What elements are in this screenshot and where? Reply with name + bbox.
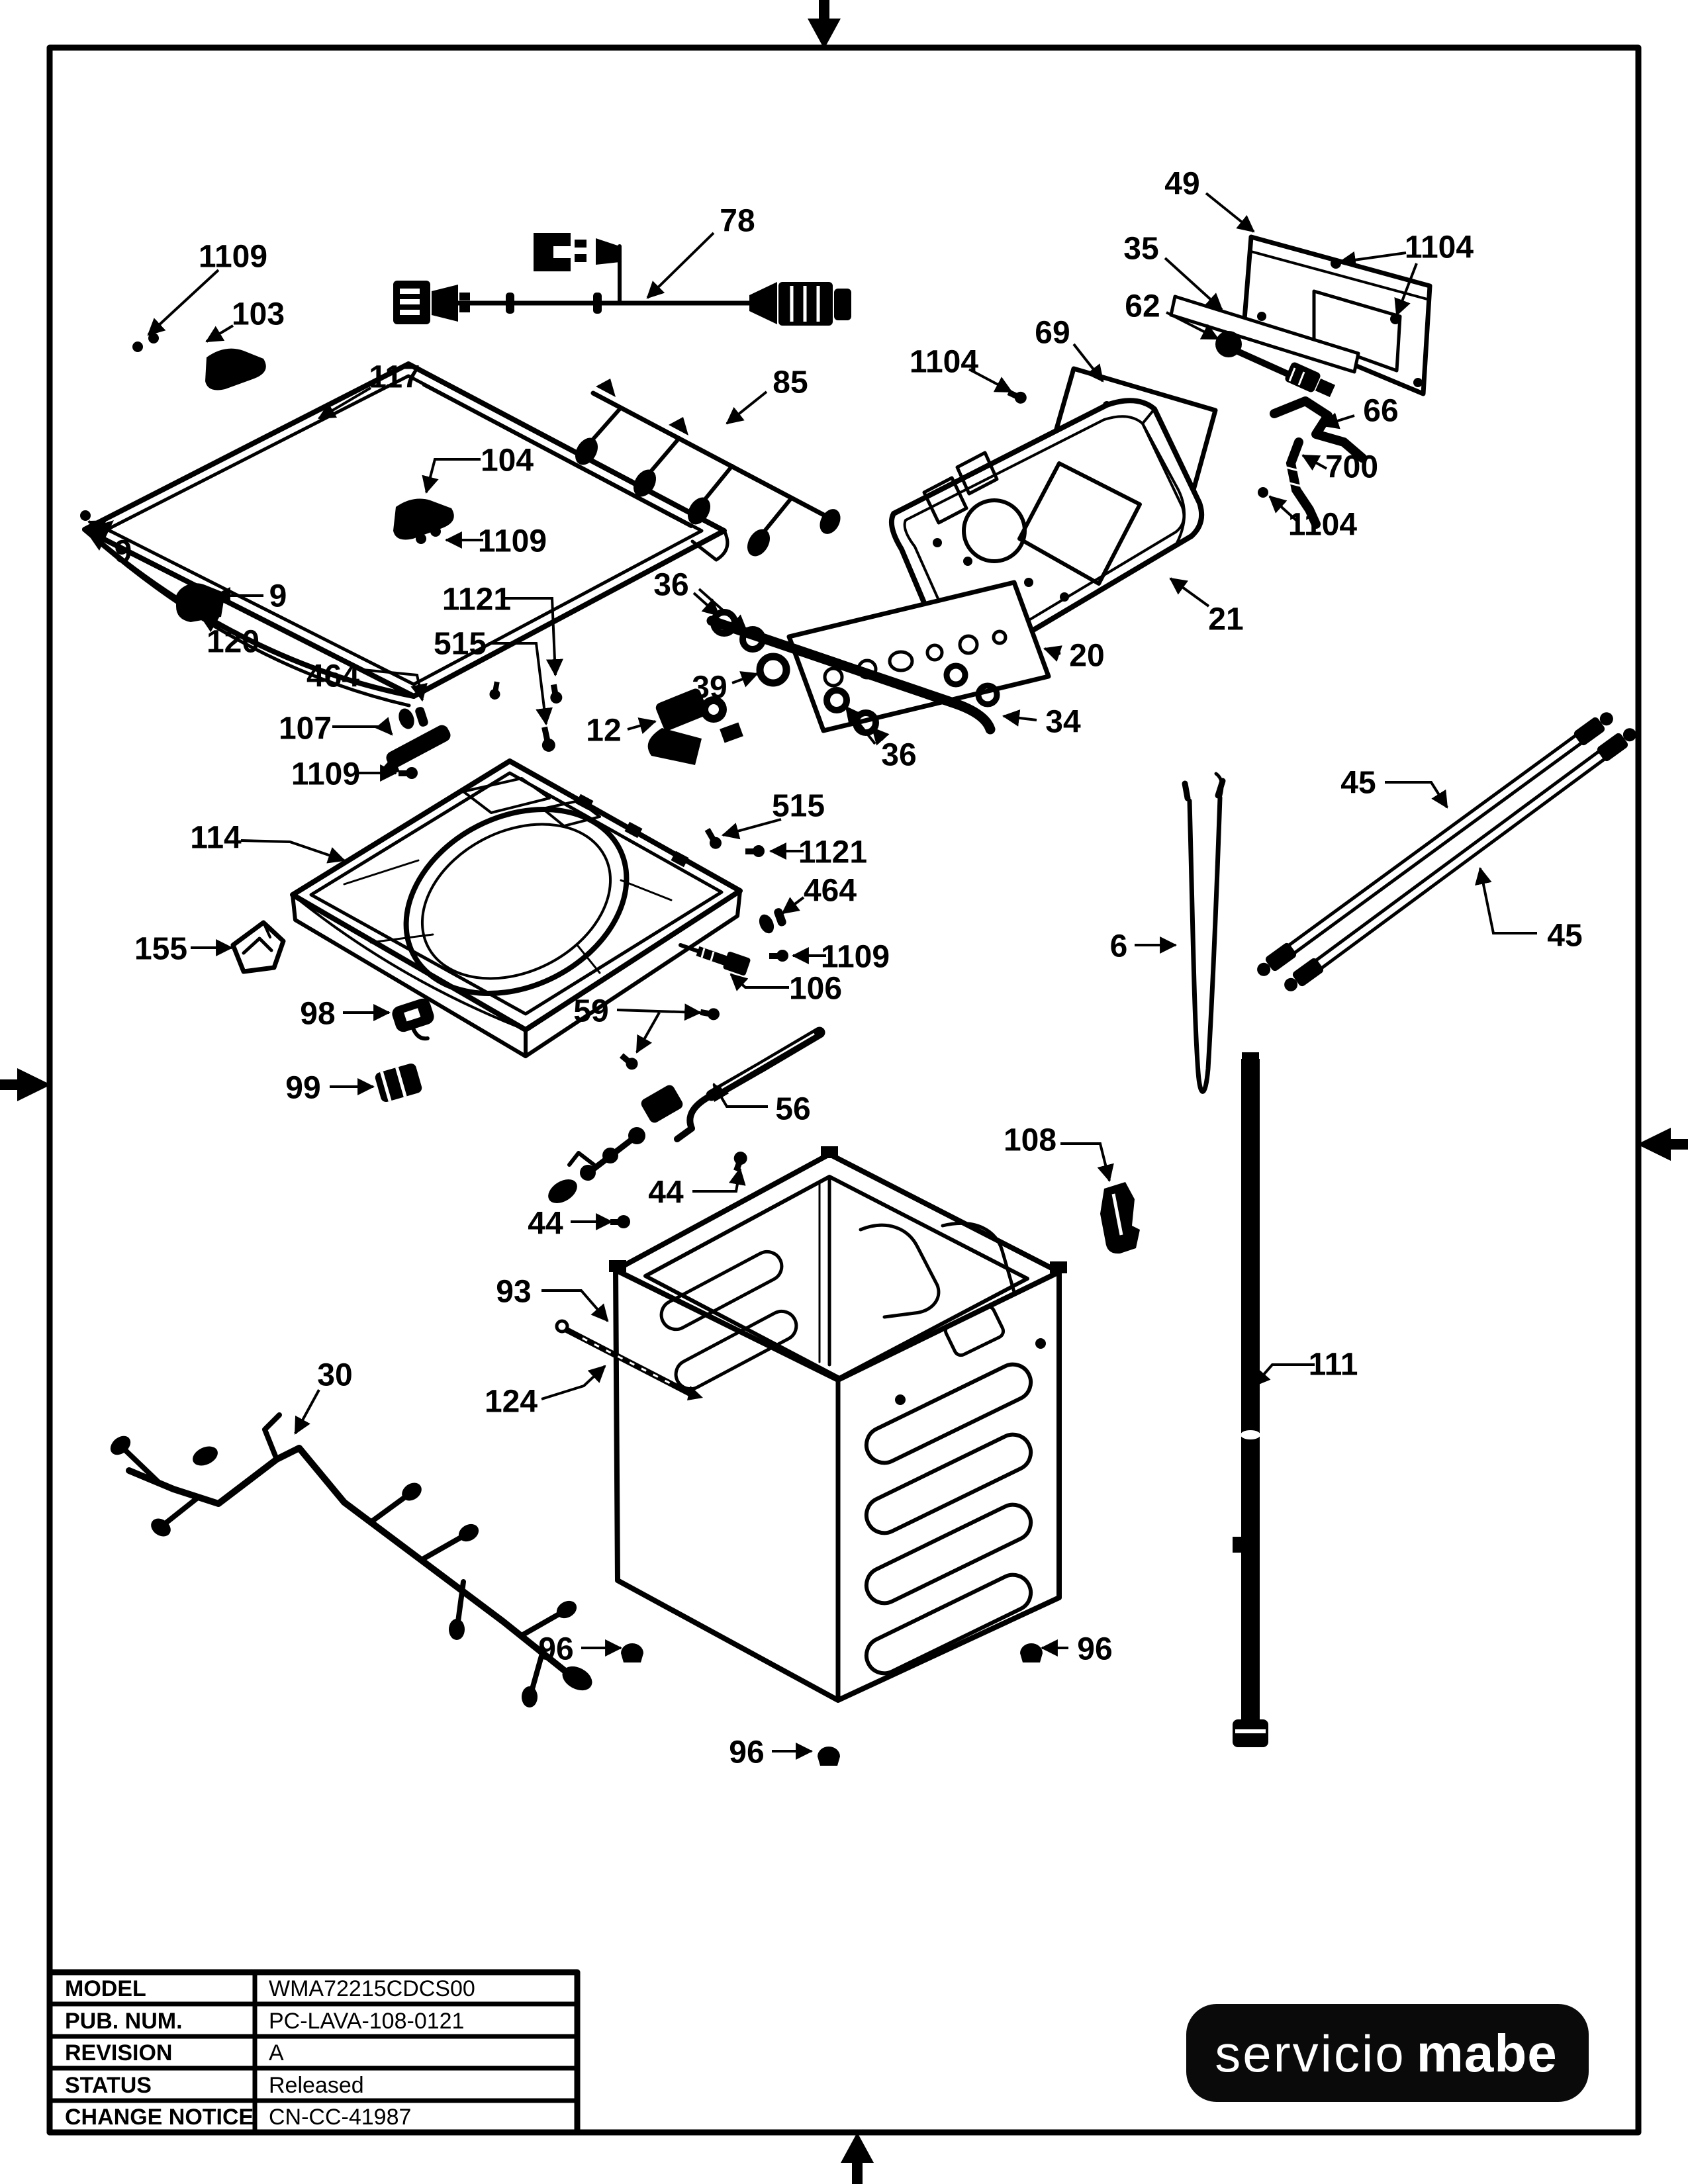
title-block-label-status: STATUS [65, 2073, 152, 2098]
diagram-shape [400, 289, 420, 294]
part-label-96-46: 96 [1077, 1631, 1113, 1667]
title-block-label-pubnum: PUB. NUM. [65, 2009, 183, 2034]
diagram-shape [1413, 378, 1423, 387]
diagram-shape [852, 2160, 863, 2184]
part-label-44-38: 44 [648, 1175, 684, 1210]
screw-1104-a2 [1390, 314, 1401, 324]
part-label-106-36: 106 [788, 971, 843, 1007]
part-label-98-33: 98 [300, 996, 336, 1032]
logo-text [1215, 2024, 1557, 2083]
diagram-shape [416, 533, 426, 544]
diagram-shape [617, 1215, 630, 1228]
part-label-464-53: 464 [803, 873, 857, 909]
diagram-shape [753, 845, 765, 857]
part-label-39-23: 39 [692, 670, 727, 705]
part-label-62-13: 62 [1125, 289, 1160, 324]
diagram-shape [506, 293, 514, 314]
part-label-20-20: 20 [1069, 638, 1105, 674]
part-label-93-41: 93 [496, 1274, 532, 1310]
screw-9-a [80, 510, 91, 521]
diagram-shape [1060, 592, 1069, 602]
diagram-shape [708, 704, 719, 715]
part-label-1121-26: 1121 [442, 582, 512, 617]
diagram-shape [609, 1260, 626, 1272]
diagram-shape [459, 293, 470, 300]
screw-1104-a1 [1331, 258, 1341, 269]
diagram-shape [1050, 1261, 1067, 1273]
part-label-117-2: 117 [369, 359, 420, 395]
diagram-shape [1241, 1430, 1260, 1439]
diagram-shape [400, 310, 420, 315]
part-label-464-28: 464 [306, 659, 360, 694]
part-label-515-27: 515 [433, 626, 487, 662]
diagram-shape [1242, 1052, 1259, 1062]
part-label-45-50: 45 [1547, 918, 1583, 954]
part-label-1109-54: 1109 [820, 939, 890, 975]
part-label-96-45: 96 [538, 1631, 574, 1667]
part-label-6-48: 6 [1109, 929, 1128, 964]
part-label-66-16: 66 [1363, 393, 1399, 429]
part-label-108-40: 108 [1003, 1122, 1057, 1158]
part-label-700-17: 700 [1325, 449, 1379, 485]
diagram-shape [818, 1747, 840, 1766]
part-label-1109-30: 1109 [291, 756, 361, 792]
screw-1104-c [1258, 487, 1268, 498]
part-label-124-42: 124 [484, 1384, 538, 1420]
diagram-shape [580, 1165, 596, 1181]
diagram-shape [1185, 784, 1188, 798]
title-block-label-revision: REVISION [65, 2040, 173, 2066]
diagram-shape [621, 1643, 643, 1662]
part-label-1104-18: 1104 [1288, 507, 1358, 543]
part-label-1121-52: 1121 [798, 835, 868, 870]
diagram-shape [593, 293, 602, 314]
diagram-shape [1035, 1338, 1046, 1349]
part-label-36-22: 36 [653, 567, 689, 603]
part-label-515-51: 515 [771, 788, 825, 824]
part-label-49-10: 49 [1164, 166, 1200, 202]
diagram-shape [1024, 578, 1033, 587]
diagram-shape [406, 767, 418, 779]
diagram-shape [449, 1619, 465, 1640]
part-label-56-37: 56 [775, 1091, 811, 1127]
part-label-104-6: 104 [480, 443, 534, 478]
part-label-12-25: 12 [586, 713, 622, 749]
part-label-1109-7: 1109 [477, 523, 547, 559]
title-block-value-changenotice: CN-CC-41987 [269, 2105, 412, 2130]
diagram-shape [834, 289, 851, 320]
screw-9-b [200, 589, 211, 600]
diagram-shape [1020, 1643, 1043, 1662]
diagram-shape [963, 557, 972, 566]
title-block-value-revision: A [269, 2040, 284, 2066]
diagram-shape [459, 304, 470, 312]
diagram-shape [400, 299, 420, 304]
diagram-shape [132, 341, 143, 352]
part-label-111-44: 111 [1308, 1347, 1358, 1383]
part-label-78-8: 78 [720, 203, 755, 239]
diagram-shape [821, 1146, 838, 1158]
diagram-shape [0, 1079, 20, 1090]
diagram-shape [621, 1643, 643, 1662]
diagram-shape [818, 1747, 840, 1766]
part-label-9-4: 9 [269, 578, 287, 614]
title-block-value-status: Released [269, 2073, 364, 2098]
diagram-shape [1257, 312, 1266, 321]
part-label-21-19: 21 [1208, 602, 1244, 637]
title-block-label-model: MODEL [65, 1976, 146, 2001]
diagram-shape [933, 538, 942, 547]
part-label-107-29: 107 [278, 711, 332, 747]
part-label-120-5: 120 [206, 624, 260, 660]
diagram-shape [819, 0, 829, 21]
diagram-shape: servicio [1215, 2025, 1406, 2083]
part-label-69-14: 69 [1035, 315, 1070, 351]
diagram-shape [575, 254, 586, 262]
part-label-85-9: 85 [773, 365, 808, 400]
diagram-shape: mabe [1416, 2024, 1558, 2083]
diagram-shape [895, 1394, 906, 1405]
title-block-value-pubnum: PC-LAVA-108-0121 [269, 2009, 465, 2034]
diagram-shape [430, 526, 441, 537]
part-label-34-21: 34 [1045, 704, 1081, 740]
diagram-shape [602, 1148, 618, 1163]
part-label-9-3: 9 [114, 534, 132, 570]
part-label-155-32: 155 [134, 931, 188, 967]
title-block-value-model: WMA72215CDCS00 [269, 1976, 475, 2001]
servicio-mabe-logo [1186, 2004, 1589, 2102]
diagram-shape [522, 1686, 538, 1707]
part-label-59-35: 59 [573, 993, 609, 1029]
part-label-30-43: 30 [317, 1357, 353, 1393]
diagram-shape [557, 1321, 567, 1332]
part-label-1104-12: 1104 [1404, 230, 1474, 265]
part-label-96-47: 96 [729, 1735, 765, 1770]
part-label-114-31: 114 [190, 820, 242, 856]
diagram-shape [1233, 1537, 1242, 1553]
part-label-1104-15: 1104 [909, 344, 979, 380]
part-label-1109-0: 1109 [198, 239, 268, 275]
part-label-36-24: 36 [881, 737, 917, 773]
part-label-45-49: 45 [1340, 765, 1376, 801]
part-label-99-34: 99 [285, 1070, 321, 1106]
part-label-103-1: 103 [231, 296, 285, 332]
diagram-shape [776, 950, 788, 962]
part-label-35-11: 35 [1123, 231, 1159, 267]
diagram-shape [575, 240, 586, 248]
diagram-shape [1020, 1643, 1043, 1662]
diagram-shape [1668, 1139, 1688, 1150]
part-label-44-39: 44 [528, 1206, 563, 1242]
title-block-label-changenotice: CHANGE NOTICE [65, 2105, 254, 2130]
